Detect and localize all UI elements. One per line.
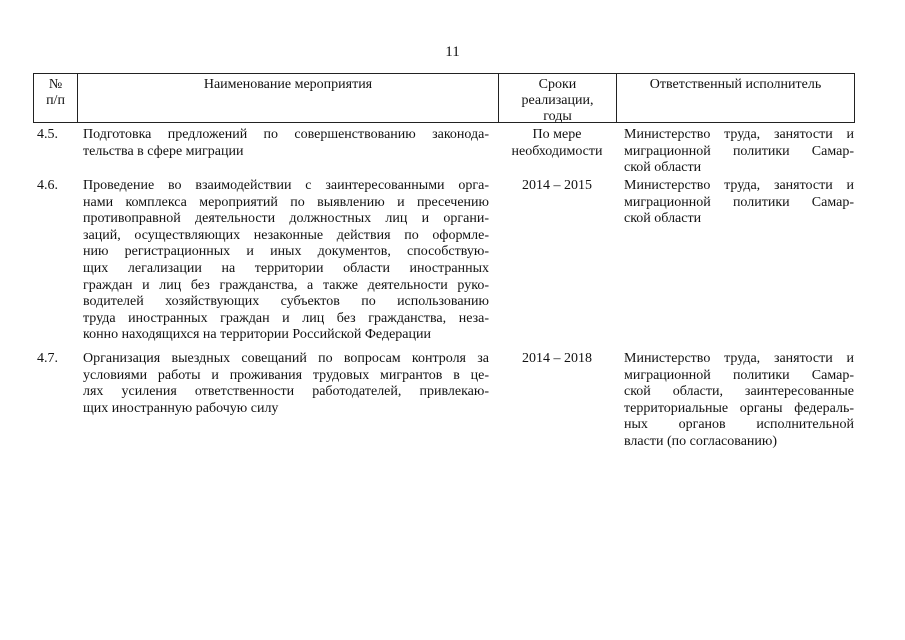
row-term — [498, 178, 616, 195]
header-term-line: реализации, — [521, 93, 594, 108]
header-num — [34, 74, 78, 122]
text-line: Министерство труда, занятости и — [624, 351, 854, 366]
table-header — [33, 73, 855, 123]
text-line: власти (по согласованию) — [624, 433, 778, 449]
header-name-text: Наименование мероприятия — [203, 77, 373, 92]
header-term — [499, 74, 617, 122]
text-line: миграционной политики Самар- — [624, 194, 854, 210]
text-line: щих легализации на территории области иностранных — [83, 260, 489, 276]
row-measure-name — [83, 178, 489, 344]
row-term — [498, 127, 616, 160]
text-line: противоправной деятельности должностных лиц и органи- — [83, 211, 489, 227]
text-line: конно находящихся на территории Российской Федерации — [83, 327, 431, 343]
text-line: ской области, заинтересованные — [624, 384, 854, 400]
text-line: щих иностранную рабочую силу — [83, 400, 279, 416]
text-line: граждан и лиц без гражданства, а также деятельности руко- — [83, 277, 489, 293]
page-number: 11 — [445, 44, 460, 60]
header-term-line: Сроки — [538, 77, 577, 92]
row-number: 4.7. — [37, 351, 58, 366]
row-number: 4.5. — [37, 127, 58, 142]
row-term — [498, 351, 616, 368]
text-line: заций, осуществляющих незаконные действия по оформле- — [83, 227, 489, 243]
text-line: Министерство труда, занятости и — [624, 127, 854, 142]
header-responsible — [617, 74, 854, 122]
row-measure-name — [83, 127, 489, 160]
row-number: 4.6. — [37, 178, 58, 193]
text-line: По мере — [532, 127, 582, 142]
text-line: труда иностранных граждан и лиц без гражданства, неза- — [83, 310, 489, 326]
row-responsible — [624, 351, 854, 451]
row-responsible — [624, 178, 854, 228]
text-line: нию регистрационных и иных документов, способствую- — [83, 244, 489, 260]
text-line: водителей хозяйствующих субъектов по использованию — [83, 294, 489, 310]
text-line: Организация выездных совещаний по вопросам контроля за — [83, 351, 489, 366]
text-line: территориальные органы федераль- — [624, 400, 854, 416]
header-term-line: годы — [543, 109, 572, 124]
row-responsible — [624, 127, 854, 177]
text-line: миграционной политики Самар- — [624, 143, 854, 159]
text-line: Министерство труда, занятости и — [624, 178, 854, 193]
text-line: ской области — [624, 211, 702, 227]
text-line: Проведение во взаимодействии с заинтересованными орга- — [83, 178, 489, 193]
text-line: ской области — [624, 160, 702, 176]
text-line: необходимости — [511, 143, 603, 159]
text-line: Подготовка предложений по совершенствованию законода- — [83, 127, 489, 142]
text-line: нами комплекса мероприятий по выявлению и пресечению — [83, 194, 489, 210]
header-name — [78, 74, 499, 122]
text-line: тельства в сфере миграции — [83, 143, 244, 159]
row-measure-name — [83, 351, 489, 417]
text-line: лях усиления ответственности работодателей, привлекаю- — [83, 384, 489, 400]
header-num-line: № — [48, 77, 63, 92]
text-line: 2014 – 2018 — [522, 351, 592, 366]
text-line: ных органов исполнительной — [624, 417, 854, 433]
text-line: миграционной политики Самар- — [624, 367, 854, 383]
text-line: 2014 – 2015 — [522, 178, 592, 193]
text-line: условиями работы и проживания трудовых мигрантов в це- — [83, 367, 489, 383]
header-responsible-text: Ответственный исполнитель — [649, 77, 822, 92]
header-num-line: п/п — [46, 93, 65, 108]
